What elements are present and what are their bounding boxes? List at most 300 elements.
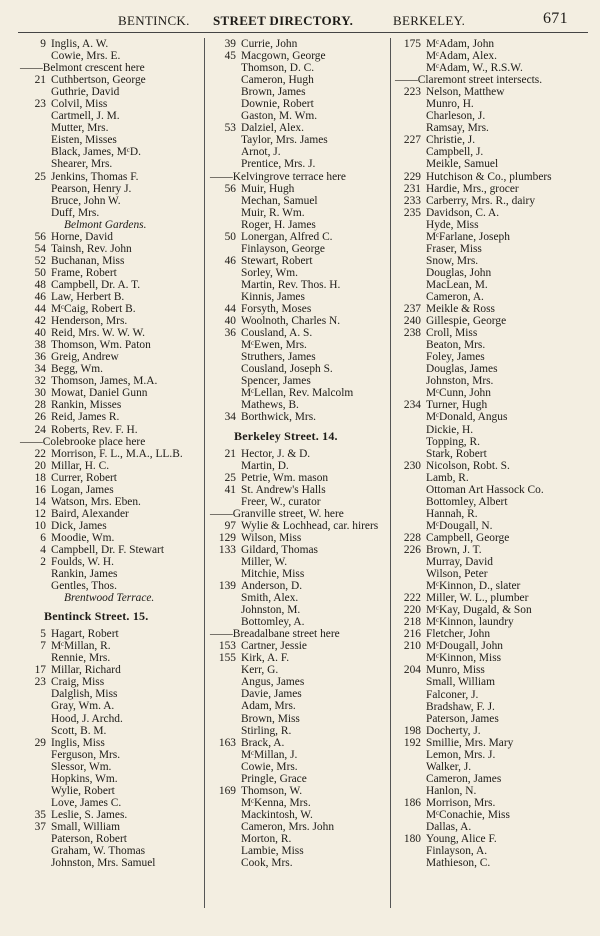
house-number: 22 (34, 447, 46, 460)
house-number: 222 (403, 592, 421, 605)
directory-entry (20, 520, 200, 532)
directory-entry (210, 761, 390, 773)
directory-entry (210, 62, 390, 74)
directory-entry (395, 448, 590, 460)
directory-entry (210, 857, 390, 869)
house-number: 32 (34, 375, 46, 388)
directory-entry (20, 628, 200, 640)
directory-entry (20, 158, 200, 170)
house-number: 204 (403, 664, 421, 677)
entry-text: Gentles, Thos. (51, 580, 117, 593)
house-number: 240 (403, 315, 421, 328)
house-number: 216 (403, 628, 421, 641)
entry-text: Stark, Robert (426, 447, 487, 460)
directory-entry (20, 303, 200, 315)
entry-text: Rankin, James (51, 568, 118, 581)
directory-entry (395, 327, 590, 339)
directory-entry (210, 219, 390, 231)
entry-text: Mitchie, Miss (241, 567, 305, 580)
directory-entry (20, 797, 200, 809)
subsection-heading (20, 592, 200, 604)
house-number: 237 (403, 303, 421, 316)
directory-entry (395, 544, 590, 556)
entry-text: Mathews, B. (241, 399, 299, 412)
entry-text: Finlayson, George (241, 242, 325, 255)
directory-entry (395, 604, 590, 616)
house-number: 7 (40, 640, 46, 653)
entry-text: Charleson, J. (426, 110, 486, 123)
directory-entry (210, 195, 390, 207)
house-number: 5 (40, 628, 46, 641)
directory-entry (395, 845, 590, 857)
entry-text: Cousland, Joseph S. (241, 363, 333, 376)
house-number: 139 (218, 580, 236, 593)
house-number: 17 (34, 664, 46, 677)
cross-street-note (210, 171, 390, 183)
entry-text: Millar, H. C. (51, 459, 110, 472)
directory-entry (395, 749, 590, 761)
entry-text: Mackintosh, W. (241, 808, 313, 821)
entry-text: Hannah, R. (426, 507, 478, 520)
entry-text: Reid, Mrs. W. W. W. (51, 327, 145, 340)
entry-text: Taylor, Mrs. James (241, 134, 328, 147)
directory-entry (395, 773, 590, 785)
entry-text: Rennie, Mrs. (51, 652, 111, 665)
entry-text: Douglas, James (426, 363, 498, 376)
directory-entry (210, 86, 390, 98)
directory-entry (210, 749, 390, 761)
house-number: 20 (34, 459, 46, 472)
directory-entry (20, 351, 200, 363)
directory-entry (210, 98, 390, 110)
directory-entry (210, 255, 390, 267)
directory-entry (210, 50, 390, 62)
entry-text: Hagart, Robert (51, 628, 119, 641)
house-number: 42 (34, 315, 46, 328)
house-number: 45 (224, 50, 236, 63)
directory-entry (395, 556, 590, 568)
entry-text: Roberts, Rev. F. H. (51, 423, 138, 436)
house-number: 153 (218, 640, 236, 653)
entry-text: Campbell, Dr. A. T. (51, 278, 141, 291)
directory-entry (210, 38, 390, 50)
column-1 (20, 38, 200, 869)
house-number: 226 (403, 543, 421, 556)
entry-text: Docherty, J. (426, 724, 481, 737)
house-number: 23 (34, 676, 46, 689)
directory-entry (20, 279, 200, 291)
entry-text: Croll, Miss (426, 327, 478, 340)
entry-text: Meikle, Samuel (426, 158, 499, 171)
entry-text: Macgown, George (241, 50, 326, 63)
entry-text: Turner, Hugh (426, 399, 488, 412)
entry-text: Reid, James R. (51, 411, 120, 424)
directory-entry (210, 134, 390, 146)
directory-entry (395, 375, 590, 387)
directory-entry (395, 809, 590, 821)
directory-entry (20, 255, 200, 267)
entry-text: Gildard, Thomas (241, 543, 318, 556)
entry-text: Davidson, C. A. (426, 206, 500, 219)
entry-text: Morrison, Mrs. (426, 796, 496, 809)
entry-text: Young, Alice F. (426, 833, 497, 846)
directory-entry (395, 110, 590, 122)
entry-text: Mathieson, C. (426, 857, 491, 870)
directory-entry (395, 737, 590, 749)
entry-text: Martin, Rev. Thos. H. (241, 278, 341, 291)
entry-text: Thomson, W. (241, 784, 303, 797)
directory-entry (210, 387, 390, 399)
entry-text: Black, James, MᶜD. (51, 146, 141, 159)
entry-text: Carberry, Mrs. R., dairy (426, 194, 536, 207)
directory-entry (20, 460, 200, 472)
entry-text: MᶜCunn, John (426, 387, 491, 400)
directory-entry (210, 207, 390, 219)
directory-entry (395, 460, 590, 472)
entry-text: Petrie, Wm. mason (241, 471, 329, 484)
directory-entry (395, 821, 590, 833)
directory-entry (210, 725, 390, 737)
directory-entry (210, 773, 390, 785)
directory-entry (20, 171, 200, 183)
entry-text: Henderson, Mrs. (51, 315, 128, 328)
entry-text: Scott, B. M. (51, 724, 107, 737)
directory-entry (20, 544, 200, 556)
directory-entry (395, 411, 590, 423)
house-number: 38 (34, 339, 46, 352)
house-number: 220 (403, 604, 421, 617)
house-number: 4 (40, 543, 46, 556)
directory-entry (395, 725, 590, 737)
directory-entry (20, 231, 200, 243)
house-number: 9 (40, 38, 46, 50)
directory-entry (20, 207, 200, 219)
directory-entry (210, 110, 390, 122)
entry-text: Anderson, D. (241, 580, 303, 593)
directory-entry (20, 183, 200, 195)
entry-text: Brown, Miss (241, 712, 300, 725)
directory-entry (20, 664, 200, 676)
house-number: 218 (403, 616, 421, 629)
directory-entry (210, 158, 390, 170)
entry-text: MᶜKinnon, Miss (426, 652, 502, 665)
directory-entry (210, 146, 390, 158)
directory-entry (395, 640, 590, 652)
entry-text: Johnston, Mrs. Samuel (51, 857, 156, 870)
directory-entry (395, 219, 590, 231)
house-number: 44 (224, 303, 236, 316)
page-header (0, 10, 600, 30)
directory-entry (210, 231, 390, 243)
directory-entry (20, 243, 200, 255)
house-number: 44 (34, 303, 46, 316)
directory-entry (20, 700, 200, 712)
entry-text: Walker, J. (426, 760, 472, 773)
directory-entry (20, 857, 200, 869)
entry-text: ——Breadalbane street here (210, 628, 340, 641)
house-number: 34 (34, 363, 46, 376)
directory-entry (20, 472, 200, 484)
entry-text: Campbell, George (426, 531, 510, 544)
entry-text: St. Andrew's Halls (241, 483, 326, 496)
directory-entry (20, 424, 200, 436)
directory-entry (210, 315, 390, 327)
directory-entry (20, 713, 200, 725)
directory-entry (20, 363, 200, 375)
house-number: 2 (40, 556, 46, 569)
directory-entry (395, 592, 590, 604)
entry-text: Hector, J. & D. (241, 447, 311, 460)
subsection-heading (20, 219, 200, 231)
entry-text: Berkeley Street. 14. (234, 428, 338, 443)
directory-entry (210, 737, 390, 749)
entry-text: MᶜDougall, N. (426, 519, 493, 532)
entry-text: Rankin, Misses (51, 399, 122, 412)
directory-entry (210, 544, 390, 556)
directory-entry (20, 725, 200, 737)
directory-entry (395, 652, 590, 664)
directory-entry (210, 183, 390, 195)
house-number: 36 (34, 351, 46, 364)
house-number: 50 (34, 266, 46, 279)
house-number: 18 (34, 471, 46, 484)
directory-entry (395, 171, 590, 183)
entry-text: Horne, David (51, 230, 113, 243)
directory-entry (395, 134, 590, 146)
entry-text: Lamb, R. (426, 471, 469, 484)
directory-entry (395, 351, 590, 363)
entry-text: Falconer, J. (426, 688, 479, 701)
directory-entry (20, 74, 200, 86)
entry-text: Stewart, Robert (241, 254, 313, 267)
house-number: 39 (224, 38, 236, 50)
cross-street-note (210, 628, 390, 640)
entry-text: Brown, J. T. (426, 543, 482, 556)
entry-text: Currie, John (241, 38, 298, 50)
directory-entry (20, 845, 200, 857)
directory-entry (395, 761, 590, 773)
house-number: 48 (34, 278, 46, 291)
entry-text: Lemon, Mrs. J. (426, 748, 496, 761)
directory-entry (20, 134, 200, 146)
directory-entry (20, 375, 200, 387)
directory-entry (210, 291, 390, 303)
header-title: STREET DIRECTORY. (213, 13, 354, 28)
entry-text: Wylie & Lochhead, car. hirers (241, 519, 379, 532)
entry-text: MᶜAdam, John (426, 38, 495, 50)
entry-text: MᶜFarlane, Joseph (426, 230, 510, 243)
directory-entry (395, 833, 590, 845)
entry-text: Paterson, Robert (51, 833, 127, 845)
directory-entry (210, 664, 390, 676)
entry-text: Mutter, Mrs. (51, 122, 109, 135)
entry-text: Currer, Robert (51, 471, 117, 484)
house-number: 46 (224, 254, 236, 267)
directory-entry (20, 86, 200, 98)
entry-text: Hanlon, N. (426, 784, 477, 797)
directory-entry (210, 700, 390, 712)
entry-text: Brack, A. (241, 736, 285, 749)
directory-entry (20, 508, 200, 520)
entry-text: Campbell, Dr. F. Stewart (51, 543, 164, 556)
house-number: 50 (224, 230, 236, 243)
house-number: 192 (403, 736, 421, 749)
entry-text: MᶜKinnon, laundry (426, 616, 514, 629)
house-number: 97 (224, 519, 236, 532)
entry-text: Inglis, Miss (51, 736, 105, 749)
entry-text: Angus, James (241, 676, 305, 689)
entry-text: Cameron, A. (426, 290, 484, 303)
entry-text: Begg, Wm. (51, 363, 103, 376)
directory-entry (20, 568, 200, 580)
entry-text: Colvil, Miss (51, 98, 108, 111)
directory-entry (20, 749, 200, 761)
entry-text: Miller, W. L., plumber (426, 592, 529, 605)
entry-text: Murray, David (426, 556, 493, 569)
entry-text: Brown, James (241, 86, 306, 99)
directory-entry (20, 676, 200, 688)
directory-entry (20, 785, 200, 797)
entry-text: MᶜAdam, W., R.S.W. (426, 62, 523, 75)
directory-entry (395, 436, 590, 448)
house-number: 23 (34, 98, 46, 111)
entry-text: Leslie, S. James. (51, 808, 128, 821)
directory-entry (20, 821, 200, 833)
entry-text: ——Belmont crescent here (20, 62, 145, 75)
directory-entry (20, 532, 200, 544)
entry-text: Campbell, J. (426, 146, 484, 159)
directory-entry (395, 303, 590, 315)
directory-entry (20, 640, 200, 652)
directory-entry (210, 327, 390, 339)
house-number: 41 (224, 483, 236, 496)
directory-entry (395, 243, 590, 255)
entry-text: Tainsh, Rev. John (51, 242, 132, 255)
directory-entry (210, 604, 390, 616)
entry-text: Cameron, James (426, 772, 502, 785)
entry-text: Eisten, Misses (51, 134, 117, 147)
directory-entry (20, 809, 200, 821)
directory-entry (20, 833, 200, 845)
directory-entry (210, 616, 390, 628)
entry-text: MᶜKay, Dugald, & Son (426, 604, 532, 617)
entry-text: ——Granville street, W. here (210, 507, 344, 520)
entry-text: Bottomley, A. (241, 616, 305, 629)
house-number: 12 (34, 507, 46, 520)
directory-entry (395, 580, 590, 592)
directory-entry (395, 339, 590, 351)
header-right-street: BERKELEY. (393, 13, 466, 28)
entry-text: Davie, James (241, 688, 302, 701)
entry-text: Millar, Richard (51, 664, 121, 677)
entry-text: Munro, H. (426, 98, 474, 111)
house-number: 223 (403, 86, 421, 99)
directory-entry (395, 399, 590, 411)
entry-text: Roger, H. James (241, 218, 316, 231)
directory-entry (20, 773, 200, 785)
entry-text: MᶜAdam, Alex. (426, 50, 497, 63)
entry-text: Belmont Gardens. (64, 218, 147, 231)
entry-text: Fraser, Miss (426, 242, 482, 255)
entry-text: Cousland, A. S. (241, 327, 313, 340)
entry-text: Smith, Alex. (241, 592, 299, 605)
directory-entry (395, 122, 590, 134)
entry-text: Law, Herbert B. (51, 290, 125, 303)
column-divider (204, 38, 205, 908)
entry-text: Struthers, James (241, 351, 316, 364)
entry-text: ——Kelvingrove terrace here (210, 170, 346, 183)
directory-entry (210, 484, 390, 496)
directory-entry (210, 279, 390, 291)
entry-text: Christie, J. (426, 134, 476, 147)
header-rule (18, 32, 588, 33)
entry-text: Craig, Miss (51, 676, 105, 689)
section-heading (20, 604, 200, 628)
directory-entry (210, 833, 390, 845)
entry-text: ——Claremont street intersects. (395, 74, 543, 87)
directory-entry (210, 676, 390, 688)
directory-entry (395, 387, 590, 399)
house-number: 30 (34, 387, 46, 400)
entry-text: Martin, D. (241, 459, 289, 472)
house-number: 163 (218, 736, 236, 749)
house-number: 21 (34, 74, 46, 87)
cross-street-note (20, 436, 200, 448)
directory-entry (210, 580, 390, 592)
entry-text: Duff, Mrs. (51, 206, 100, 219)
house-number: 227 (403, 134, 421, 147)
entry-text: Munro, Miss (426, 664, 485, 677)
directory-entry (20, 737, 200, 749)
directory-entry (395, 797, 590, 809)
page-number: 671 (543, 10, 568, 27)
directory-entry (395, 50, 590, 62)
entry-text: Hood, J. Archd. (51, 712, 123, 725)
directory-entry (210, 556, 390, 568)
entry-text: Pearson, Henry J. (51, 182, 132, 195)
column-divider (390, 38, 391, 908)
entry-text: Thomson, D. C. (241, 62, 315, 75)
house-number: 25 (34, 170, 46, 183)
directory-entry (395, 146, 590, 158)
directory-entry (395, 616, 590, 628)
directory-entry (395, 255, 590, 267)
directory-entry (395, 98, 590, 110)
directory-entry (395, 857, 590, 869)
entry-text: Hopkins, Wm. (51, 772, 118, 785)
directory-entry (395, 195, 590, 207)
directory-entry (210, 267, 390, 279)
entry-text: Guthrie, David (51, 86, 120, 99)
entry-text: Gaston, M. Wm. (241, 110, 318, 123)
entry-text: Thomson, Wm. Paton (51, 339, 151, 352)
house-number: 56 (224, 182, 236, 195)
entry-text: Lonergan, Alfred C. (241, 230, 333, 243)
house-number: 35 (34, 808, 46, 821)
entry-text: Moodie, Wm. (51, 531, 115, 544)
directory-entry (20, 315, 200, 327)
house-number: 25 (224, 471, 236, 484)
directory-entry (210, 845, 390, 857)
entry-text: Foulds, W. H. (51, 556, 114, 569)
entry-text: Cartner, Jessie (241, 640, 307, 653)
entry-text: Graham, W. Thomas (51, 845, 146, 858)
entry-text: Gray, Wm. A. (51, 700, 115, 713)
entry-text: MacLean, M. (426, 278, 488, 291)
entry-text: MᶜMillan, J. (241, 748, 298, 761)
entry-text: Johnston, Mrs. (426, 375, 494, 388)
directory-entry (20, 399, 200, 411)
